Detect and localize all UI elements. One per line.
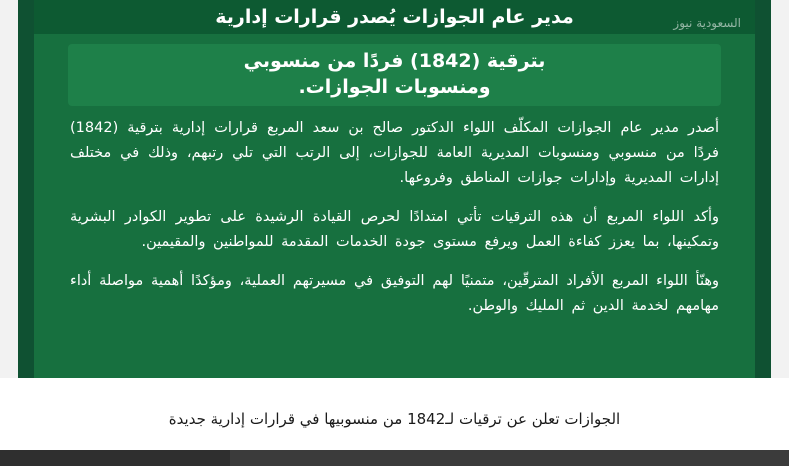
- article-paragraph: أصدر مدير عام الجوازات المكلّف اللواء الدكتور صالح بن سعد المربع قرارات إدارية بترقية (1842) فردًا من منسوبي ومنسوبات المديرية العامة للجوازات، إلى الرتب التي تلي رتبهم، وذلك في مختلف إدارات المديرية وإدارات جوازات المناطق وفروعها.: [70, 120, 719, 186]
- article-paragraph: وهنّأ اللواء المربع الأفراد المترقّين، متمنيًا لهم التوفيق في مسيرتهم العملية، ومؤكدًا أهمية مواصلة أداء مهامهم لخدمة الدين ثم المليك والوطن.: [70, 272, 719, 314]
- article-caption: الجوازات تعلن عن ترقيات لـ1842 من منسوبيها في قرارات إدارية جديدة: [168, 410, 621, 428]
- subheadline-line-1: بترقية (1842) فردًا من منسوبي: [243, 50, 546, 73]
- watermark-text: السعودية نيوز: [673, 16, 741, 30]
- subheadline-line-2: ومنسوبات الجوازات.: [298, 76, 491, 98]
- subheadline-block: [68, 44, 721, 106]
- article-paragraph: وأكد اللواء المربع أن هذه الترقيات تأتي امتدادًا لحرص القيادة الرشيدة على تطوير الكوادر البشرية وتمكينها، بما يعزز كفاءة العمل ويرفع مستوى جودة الخدمات المقدمة للمواطنين والمقيمين.: [70, 208, 719, 250]
- headline-text: مدير عام الجوازات يُصدر قرارات إدارية: [215, 6, 574, 28]
- article-body: [70, 116, 719, 394]
- headline-bar: [34, 0, 755, 34]
- footer-accent: [0, 450, 230, 466]
- footer-band: [0, 450, 789, 466]
